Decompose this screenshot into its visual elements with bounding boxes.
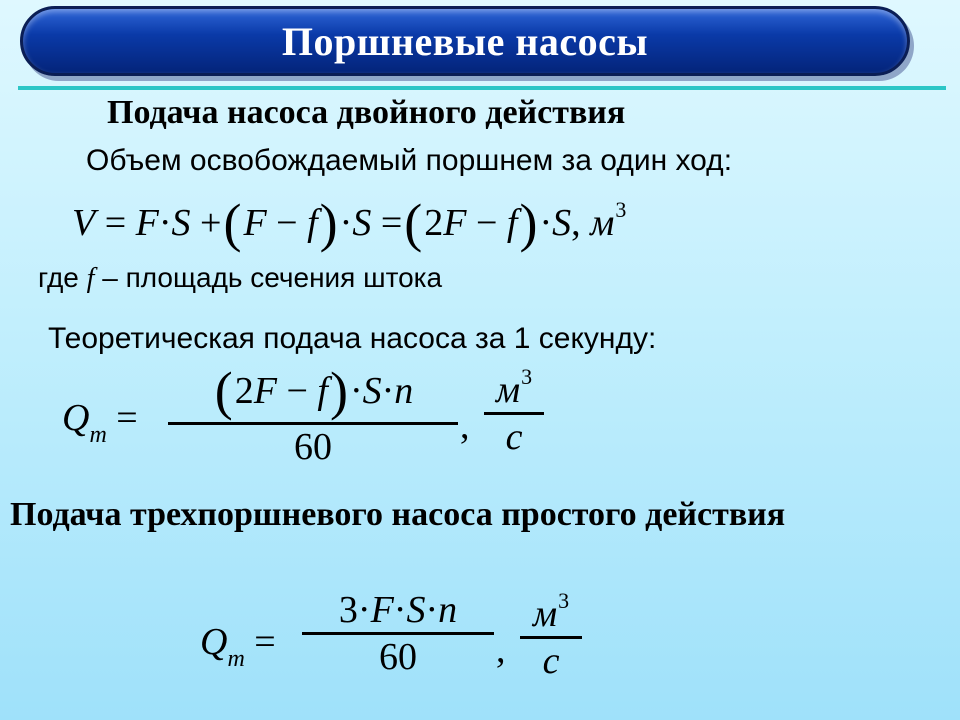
op-dot: · (357, 589, 371, 631)
unit-denominator: с (542, 640, 560, 682)
num-2: 2 (234, 370, 254, 412)
paren-left: ( (404, 193, 423, 253)
separator-comma: , (460, 405, 470, 447)
formula-volume (72, 192, 626, 254)
op-dot: · (425, 589, 439, 631)
denominator: 60 (379, 636, 417, 678)
comma: , (571, 202, 581, 244)
var-F: F (370, 589, 394, 631)
var-f: f (506, 202, 518, 244)
op-minus: − (276, 202, 298, 244)
op-eq: = (380, 202, 403, 244)
fraction-unit (484, 364, 544, 459)
op-dot: · (539, 202, 553, 244)
var-n: n (438, 589, 458, 631)
var-F: F (253, 370, 277, 412)
numerator (168, 360, 458, 422)
op-dot: · (349, 370, 363, 412)
num-3: 3 (338, 589, 358, 631)
unit-m: м (590, 202, 615, 244)
unit-m: м (532, 593, 558, 635)
paren-right: ) (329, 361, 348, 421)
var-S: S (352, 202, 372, 244)
unit-exponent: 3 (521, 364, 533, 389)
flow-symbol (62, 396, 138, 449)
var-S: S (171, 202, 191, 244)
op-eq: = (116, 397, 138, 439)
op-eq: = (254, 621, 276, 663)
unit-m: м (495, 369, 521, 411)
theoretical-label: Теоретическая подача насоса за 1 секунду: (48, 322, 657, 355)
note-var-f: f (86, 263, 95, 294)
var-f: f (317, 370, 328, 412)
op-dot: · (339, 202, 353, 244)
op-minus: − (475, 202, 498, 244)
var-S: S (552, 202, 572, 244)
numerator (302, 588, 494, 632)
unit-denominator: с (505, 416, 523, 458)
paren-left: ( (223, 193, 242, 253)
title-banner (20, 6, 910, 76)
op-dot: · (393, 589, 407, 631)
var-f: f (307, 202, 318, 244)
unit-numerator (520, 588, 582, 636)
fraction-main (302, 588, 494, 679)
var-S: S (406, 589, 426, 631)
unit-exponent: 3 (558, 588, 570, 613)
subscript-t: т (227, 646, 245, 672)
heading-triple-piston: Подача трехпоршневого насоса простого действия (10, 496, 786, 533)
flow-symbol (200, 620, 276, 673)
paren-right: ) (519, 193, 538, 253)
num-2: 2 (424, 202, 444, 244)
op-dot: · (381, 370, 395, 412)
unit-exponent: 3 (615, 197, 627, 222)
separator-comma: , (496, 629, 506, 671)
unit-numerator (484, 364, 544, 412)
paren-left: ( (214, 361, 233, 421)
subscript-t: т (89, 422, 107, 448)
fraction-unit (520, 588, 582, 683)
var-Q: Q (62, 397, 90, 439)
title-divider (18, 86, 946, 90)
op-plus: + (200, 202, 222, 244)
var-F: F (135, 202, 159, 244)
op-dot: · (158, 202, 172, 244)
var-F: F (443, 202, 467, 244)
var-S: S (362, 370, 382, 412)
slide-title: Поршневые насосы (281, 18, 649, 64)
var-Q: Q (200, 621, 228, 663)
paren-right: ) (319, 193, 338, 253)
note-prefix: где (38, 262, 87, 293)
heading-double-action: Подача насоса двойного действия (107, 94, 626, 131)
note-suffix: – площадь сечения штока (94, 262, 443, 293)
op-eq: = (104, 202, 127, 244)
var-n: n (394, 370, 414, 412)
var-V: V (72, 202, 96, 244)
note-f-definition (38, 262, 442, 295)
op-minus: − (286, 370, 308, 412)
fraction-main (168, 360, 458, 469)
var-F: F (243, 202, 267, 244)
volume-label: Объем освобождаемый поршнем за один ход: (86, 144, 733, 177)
denominator: 60 (294, 426, 332, 468)
